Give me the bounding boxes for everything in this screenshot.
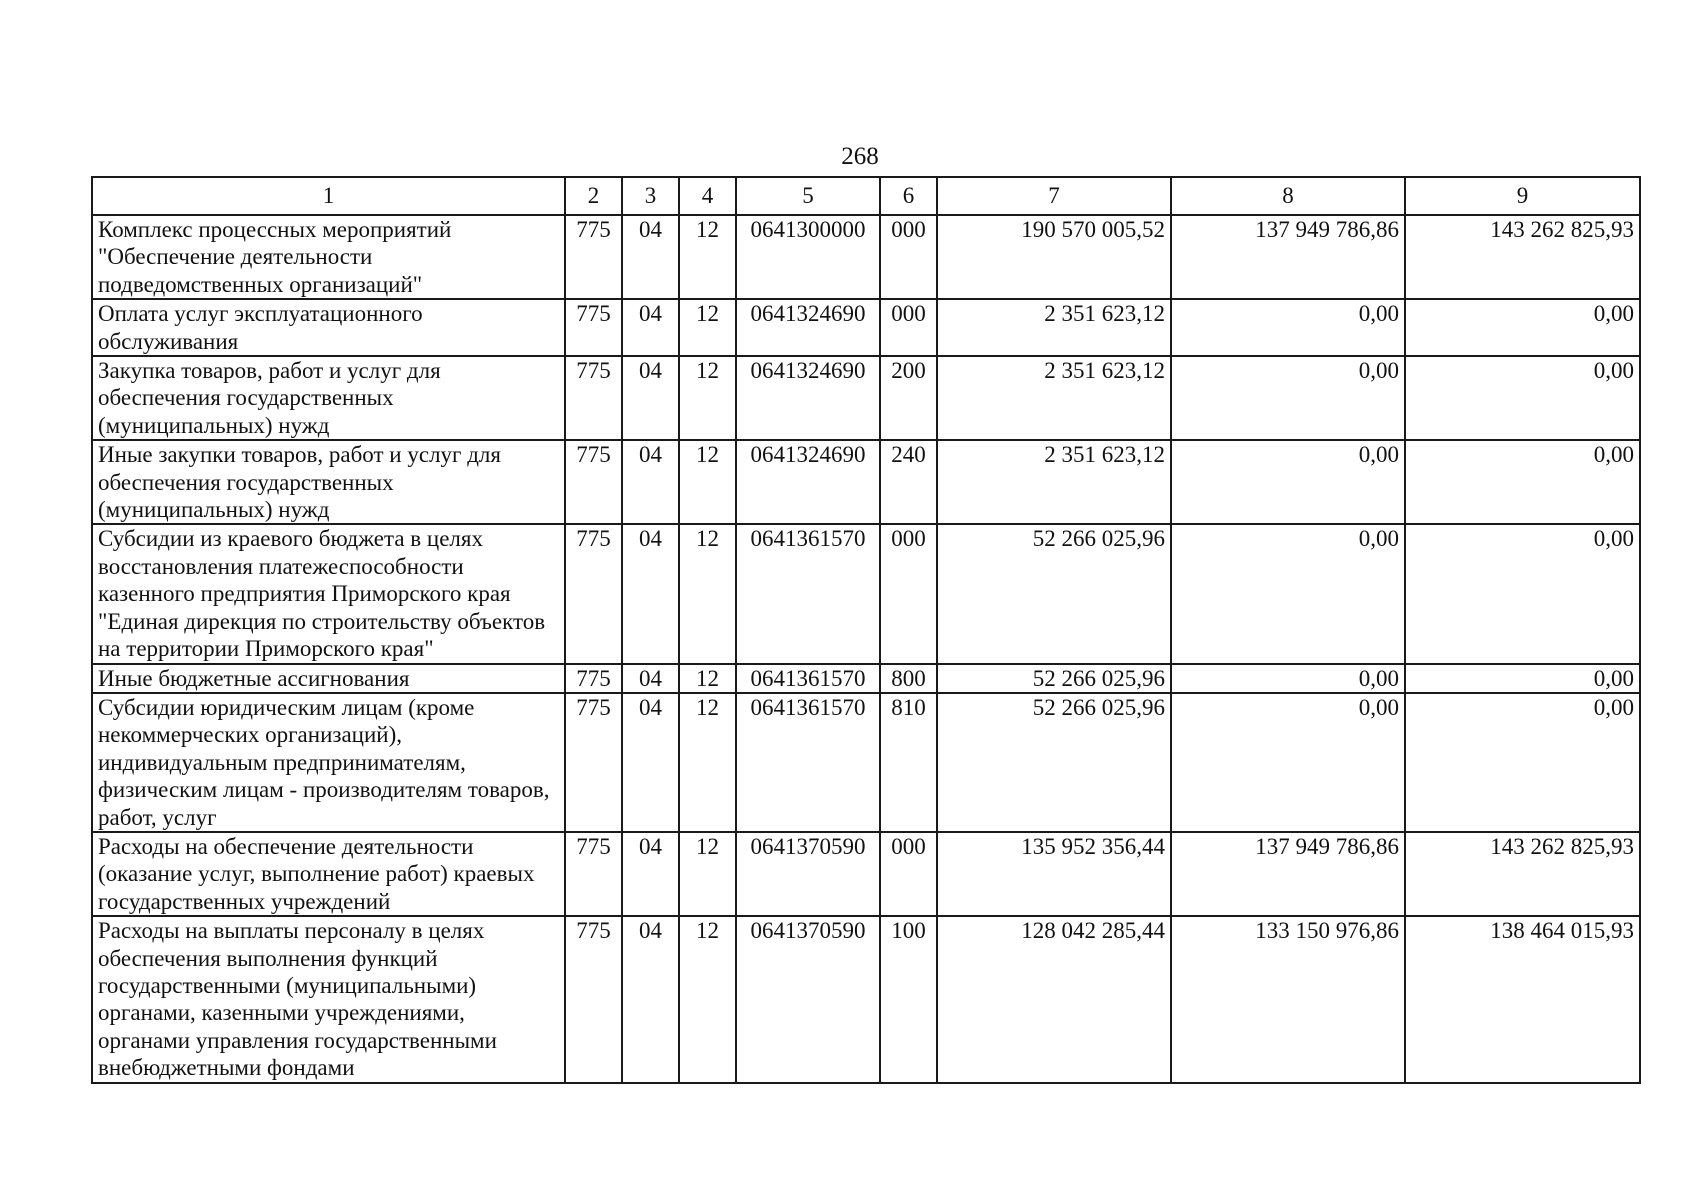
- expense-type-code: 200: [880, 356, 937, 440]
- column-header: 9: [1405, 177, 1640, 215]
- column-header: 5: [736, 177, 880, 215]
- expense-type-code: 000: [880, 832, 937, 916]
- subsection-code: 12: [679, 299, 736, 356]
- subsection-code: 12: [679, 693, 736, 832]
- table-row: [92, 215, 1640, 299]
- column-header: 7: [937, 177, 1171, 215]
- subsection-code: 12: [679, 356, 736, 440]
- amount-col7: 128 042 285,44: [937, 916, 1171, 1082]
- expense-name: Закупка товаров, работ и услуг для обеспечения государственных (муниципальных) нужд: [92, 356, 565, 440]
- ministry-code: 775: [565, 215, 622, 299]
- amount-col8: 0,00: [1171, 299, 1405, 356]
- amount-col8: 0,00: [1171, 356, 1405, 440]
- expense-type-code: 000: [880, 524, 937, 663]
- table-row: [92, 693, 1640, 832]
- expense-name: Субсидии юридическим лицам (кроме некоммерческих организаций), индивидуальным предпринимателям, физическим лицам - производителям товаров, работ, услуг: [92, 693, 565, 832]
- ministry-code: 775: [565, 916, 622, 1082]
- expense-name: Иные закупки товаров, работ и услуг для обеспечения государственных (муниципальных) нужд: [92, 440, 565, 524]
- amount-col7: 2 351 623,12: [937, 299, 1171, 356]
- column-header: 2: [565, 177, 622, 215]
- header-row: [92, 177, 1640, 215]
- ministry-code: 775: [565, 693, 622, 832]
- column-header: 4: [679, 177, 736, 215]
- amount-col7: 135 952 356,44: [937, 832, 1171, 916]
- subsection-code: 12: [679, 524, 736, 663]
- amount-col9: 138 464 015,93: [1405, 916, 1640, 1082]
- amount-col7: 190 570 005,52: [937, 215, 1171, 299]
- expense-type-code: 000: [880, 215, 937, 299]
- section-code: 04: [622, 299, 679, 356]
- expense-type-code: 240: [880, 440, 937, 524]
- page-number: 268: [841, 143, 879, 170]
- target-article-code: 0641370590: [736, 916, 880, 1082]
- table-row: [92, 356, 1640, 440]
- table-row: [92, 440, 1640, 524]
- amount-col8: 0,00: [1171, 524, 1405, 663]
- amount-col8: 137 949 786,86: [1171, 215, 1405, 299]
- subsection-code: 12: [679, 916, 736, 1082]
- expense-name: Оплата услуг эксплуатационного обслуживания: [92, 299, 565, 356]
- amount-col8: 133 150 976,86: [1171, 916, 1405, 1082]
- amount-col8: 0,00: [1171, 440, 1405, 524]
- ministry-code: 775: [565, 299, 622, 356]
- column-header: 8: [1171, 177, 1405, 215]
- ministry-code: 775: [565, 524, 622, 663]
- expense-name: Расходы на обеспечение деятельности (оказание услуг, выполнение работ) краевых государственных учреждений: [92, 832, 565, 916]
- amount-col9: 0,00: [1405, 693, 1640, 832]
- target-article-code: 0641370590: [736, 832, 880, 916]
- column-header: 6: [880, 177, 937, 215]
- amount-col7: 52 266 025,96: [937, 693, 1171, 832]
- amount-col7: 2 351 623,12: [937, 440, 1171, 524]
- table-row: [92, 664, 1640, 693]
- expense-type-code: 800: [880, 664, 937, 693]
- section-code: 04: [622, 832, 679, 916]
- ministry-code: 775: [565, 832, 622, 916]
- budget-table: [91, 176, 1641, 1084]
- table-row: [92, 916, 1640, 1082]
- expense-name: Иные бюджетные ассигнования: [92, 664, 565, 693]
- table-row: [92, 524, 1640, 663]
- amount-col8: 137 949 786,86: [1171, 832, 1405, 916]
- expense-type-code: 000: [880, 299, 937, 356]
- amount-col7: 52 266 025,96: [937, 664, 1171, 693]
- amount-col9: 143 262 825,93: [1405, 215, 1640, 299]
- table-row: [92, 299, 1640, 356]
- target-article-code: 0641300000: [736, 215, 880, 299]
- expense-name: Комплекс процессных мероприятий "Обеспечение деятельности подведомственных организаций": [92, 215, 565, 299]
- amount-col7: 52 266 025,96: [937, 524, 1171, 663]
- ministry-code: 775: [565, 440, 622, 524]
- section-code: 04: [622, 664, 679, 693]
- amount-col9: 0,00: [1405, 664, 1640, 693]
- subsection-code: 12: [679, 440, 736, 524]
- subsection-code: 12: [679, 215, 736, 299]
- section-code: 04: [622, 693, 679, 832]
- section-code: 04: [622, 916, 679, 1082]
- amount-col9: 0,00: [1405, 524, 1640, 663]
- column-header: 1: [92, 177, 565, 215]
- ministry-code: 775: [565, 356, 622, 440]
- amount-col7: 2 351 623,12: [937, 356, 1171, 440]
- subsection-code: 12: [679, 832, 736, 916]
- amount-col9: 143 262 825,93: [1405, 832, 1640, 916]
- amount-col9: 0,00: [1405, 299, 1640, 356]
- section-code: 04: [622, 440, 679, 524]
- column-header: 3: [622, 177, 679, 215]
- target-article-code: 0641361570: [736, 693, 880, 832]
- section-code: 04: [622, 524, 679, 663]
- amount-col8: 0,00: [1171, 693, 1405, 832]
- ministry-code: 775: [565, 664, 622, 693]
- table-row: [92, 832, 1640, 916]
- amount-col8: 0,00: [1171, 664, 1405, 693]
- expense-name: Субсидии из краевого бюджета в целях восстановления платежеспособности казенного предприятия Приморского края "Единая дирекция по строительству объектов на территории Приморского края": [92, 524, 565, 663]
- target-article-code: 0641361570: [736, 664, 880, 693]
- section-code: 04: [622, 356, 679, 440]
- expense-type-code: 810: [880, 693, 937, 832]
- target-article-code: 0641361570: [736, 524, 880, 663]
- amount-col9: 0,00: [1405, 356, 1640, 440]
- expense-name: Расходы на выплаты персоналу в целях обеспечения выполнения функций государственными (муниципальными) органами, казенными учреждениями, органами управления государственными внебюджетными фондами: [92, 916, 565, 1082]
- target-article-code: 0641324690: [736, 440, 880, 524]
- target-article-code: 0641324690: [736, 299, 880, 356]
- section-code: 04: [622, 215, 679, 299]
- amount-col9: 0,00: [1405, 440, 1640, 524]
- target-article-code: 0641324690: [736, 356, 880, 440]
- expense-type-code: 100: [880, 916, 937, 1082]
- subsection-code: 12: [679, 664, 736, 693]
